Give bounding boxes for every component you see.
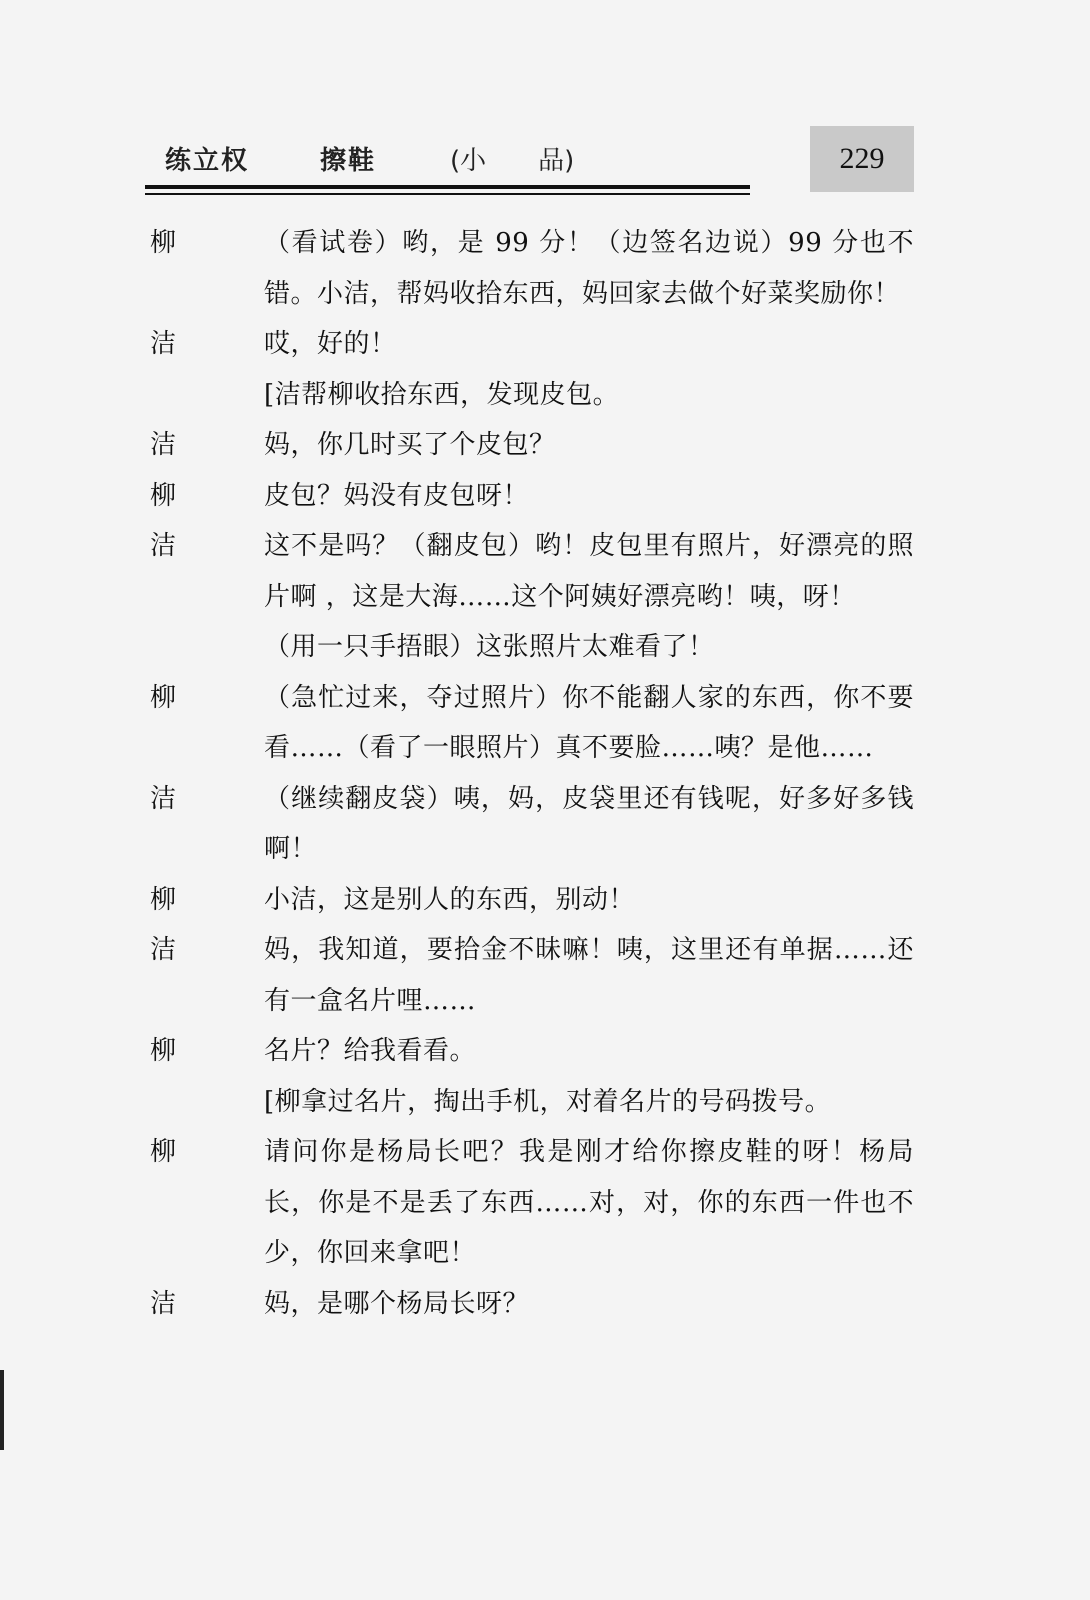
dialogue-line <box>140 218 930 319</box>
speaker-label: 柳 <box>150 1137 177 1167</box>
speaker-label: 柳 <box>150 480 177 511</box>
header-author: 练立权 <box>165 146 250 176</box>
line-text: 妈，是哪个杨局长呀？ <box>264 1288 530 1319</box>
speaker-label: 洁 <box>150 935 177 965</box>
speaker-label: 洁 <box>150 430 177 460</box>
header-rule-thin <box>145 193 750 195</box>
line-text: （继续翻皮袋）咦，妈，皮袋里还有钱呢，好多好多钱啊！ <box>264 783 914 864</box>
speaker-label: 洁 <box>150 783 177 814</box>
script-body <box>140 218 930 1329</box>
line-text: [洁帮柳收拾东西，发现皮包。 <box>264 379 620 410</box>
line-text: 名片？给我看看。 <box>264 1036 477 1066</box>
line-text: 妈，你几时买了个皮包？ <box>264 430 556 460</box>
dialogue-line <box>140 319 930 370</box>
dialogue-line <box>140 521 930 622</box>
speaker-label: 洁 <box>150 329 177 359</box>
stage-direction <box>140 622 930 673</box>
line-text: 妈，我知道，要拾金不昧嘛！咦，这里还有单据……还有一盒名片哩…… <box>264 935 914 1016</box>
stage-direction <box>140 1077 930 1128</box>
stage-direction <box>140 370 930 421</box>
line-text: （急忙过来，夺过照片）你不能翻人家的东西，你不要看……（看了一眼照片）真不要脸……咦？是他…… <box>264 682 914 763</box>
scan-edge-mark <box>0 1370 4 1450</box>
header-genre: (小 品) <box>450 146 575 176</box>
dialogue-line <box>140 925 930 1026</box>
line-text: 哎，好的！ <box>264 329 397 359</box>
speaker-label: 柳 <box>150 884 177 915</box>
dialogue-line <box>140 1279 930 1330</box>
header-title: 擦鞋 <box>320 146 377 176</box>
speaker-label: 柳 <box>150 682 177 713</box>
dialogue-line <box>140 471 930 522</box>
dialogue-line <box>140 673 930 774</box>
dialogue-line <box>140 420 930 471</box>
line-text: 这不是吗？（翻皮包）哟！皮包里有照片，好漂亮的照片啊 ，这是大海……这个阿姨好漂亮哟！咦，呀！ <box>264 531 914 612</box>
speaker-label: 柳 <box>150 228 177 258</box>
line-text: 小洁，这是别人的东西，别动！ <box>264 884 636 915</box>
running-header <box>145 140 745 180</box>
dialogue-line <box>140 1127 930 1279</box>
line-text: 请问你是杨局长吧？我是刚才给你擦皮鞋的呀！杨局长，你是不是丢了东西……对，对，你的东西一件也不少，你回来拿吧！ <box>264 1137 914 1268</box>
page-number: 229 <box>839 142 885 175</box>
dialogue-line <box>140 875 930 926</box>
speaker-label: 洁 <box>150 1288 177 1319</box>
dialogue-line <box>140 774 930 875</box>
line-text: [柳拿过名片，掏出手机，对着名片的号码拨号。 <box>264 1086 832 1117</box>
speaker-label: 洁 <box>150 531 177 561</box>
page-number-box <box>810 126 914 192</box>
header-rule-thick <box>145 185 750 189</box>
speaker-label: 柳 <box>150 1036 177 1066</box>
line-text: （看试卷）哟，是 99 分！（边签名边说）99 分也不错。小洁，帮妈收拾东西，妈回家去做个好菜奖励你！ <box>264 228 914 309</box>
line-text: 皮包？妈没有皮包呀！ <box>264 480 530 511</box>
dialogue-line <box>140 1026 930 1077</box>
line-text: （用一只手捂眼）这张照片太难看了！ <box>264 632 715 662</box>
